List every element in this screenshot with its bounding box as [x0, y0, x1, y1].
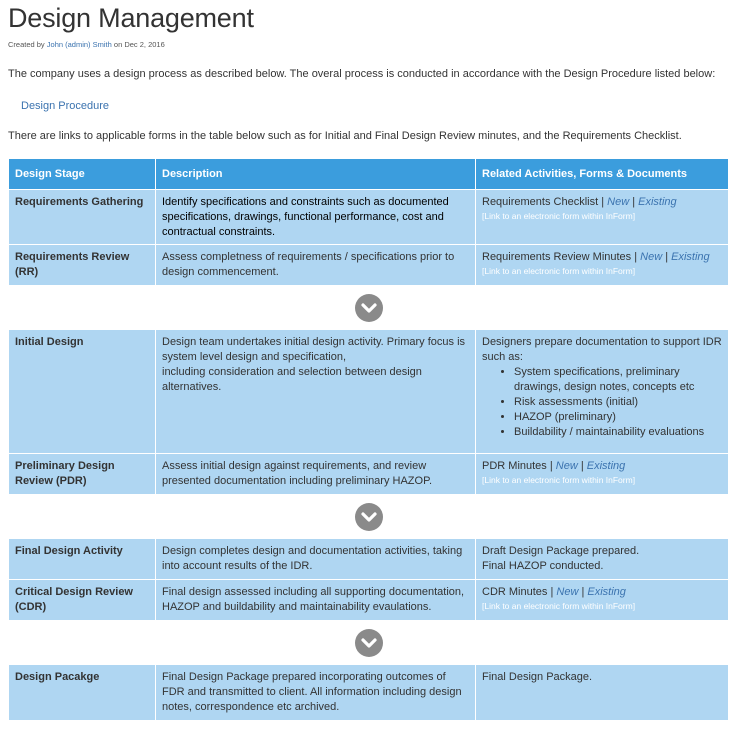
description-cell: Design completes design and documentation activities, taking into account results of the IDR. — [156, 539, 476, 580]
page-meta — [8, 40, 736, 49]
inform-link[interactable]: [Link to an electronic form within InForm] — [482, 266, 636, 276]
inform-link[interactable]: [Link to an electronic form within InForm] — [482, 211, 636, 221]
activity-text: PDR Minutes — [482, 460, 547, 472]
header-description: Description — [156, 159, 476, 190]
existing-link[interactable]: Existing — [638, 196, 677, 208]
table-row — [9, 539, 729, 580]
list-item: • Risk assessments (initial) — [514, 395, 722, 410]
meta-date: on Dec 2, 2016 — [111, 40, 165, 49]
description-cell: Final design assessed including all supporting documentation, HAZOP and buildability and maintainability evaulations. — [156, 580, 476, 621]
links-paragraph: There are links to applicable forms in the table below such as for Initial and Final Design Review minutes, and the Requirements Checklist. — [8, 130, 682, 142]
stage-cell: Preliminary Design Review (PDR) — [9, 454, 156, 495]
new-link[interactable]: New — [640, 251, 663, 263]
page-title: Design Management — [8, 3, 254, 33]
design-procedure-link[interactable]: Design Procedure — [21, 100, 110, 112]
stage-cell: Requirements Review (RR) — [9, 245, 156, 286]
separator: | — [598, 196, 608, 208]
description-cell: Assess initial design against requirements, and review presented documentation including preliminary HAZOP. — [156, 454, 476, 495]
separator: | — [629, 196, 639, 208]
design-process-table — [8, 158, 729, 721]
activity-cell — [476, 330, 729, 454]
separator: | — [547, 586, 557, 598]
activity-text: CDR Minutes — [482, 586, 548, 598]
separator: | — [546, 460, 556, 472]
stage-cell: Initial Design — [9, 330, 156, 454]
separator: | — [631, 251, 641, 263]
existing-link[interactable]: Existing — [587, 586, 626, 598]
list-item: • HAZOP (preliminary) — [514, 410, 722, 425]
table-row — [9, 580, 729, 621]
chevron-down-circle-icon — [355, 294, 383, 322]
activity-text: Requirements Checklist — [482, 196, 599, 208]
meta-prefix: Created by — [8, 40, 47, 49]
arrow-row — [9, 621, 729, 665]
intro-paragraph: The company uses a design process as described below. The overal process is conducted in accordance with the Design Procedure listed below: — [8, 68, 716, 80]
chevron-down-circle-icon — [355, 629, 383, 657]
activity-cell — [476, 190, 729, 245]
description-cell — [156, 330, 476, 454]
description-line: Design team undertakes initial design activity. Primary focus is system level design and specification, — [162, 336, 466, 363]
author-link[interactable]: John (admin) Smith — [46, 40, 112, 49]
list-item: • System specifications, preliminary drawings, design notes, concepts etc — [514, 365, 722, 395]
new-link[interactable]: New — [556, 586, 579, 598]
activity-list — [482, 365, 722, 440]
table-header-row — [9, 159, 729, 190]
stage-cell: Critical Design Review (CDR) — [9, 580, 156, 621]
table-row — [9, 330, 729, 454]
header-design-stage: Design Stage — [9, 159, 156, 190]
table-row — [9, 245, 729, 286]
arrow-row — [9, 286, 729, 330]
stage-cell: Requirements Gathering — [9, 190, 156, 245]
separator: | — [662, 251, 672, 263]
inform-link[interactable]: [Link to an electronic form within InForm] — [482, 475, 636, 485]
existing-link[interactable]: Existing — [586, 460, 626, 472]
new-link[interactable]: New — [555, 460, 578, 472]
separator: | — [577, 460, 587, 472]
existing-link[interactable]: Existing — [671, 251, 710, 263]
activity-intro: Designers prepare documentation to support IDR such as: — [482, 336, 722, 363]
header-related-activities: Related Activities, Forms & Documents — [476, 159, 729, 190]
list-item: • Buildability / maintainability evaluations — [514, 425, 722, 440]
stage-cell: Design Pacakge — [9, 665, 156, 721]
description-line: including consideration and selection between design alternatives. — [162, 366, 422, 393]
activity-cell: Final Design Package. — [476, 665, 729, 721]
activity-line: Final HAZOP conducted. — [482, 560, 604, 572]
table-row — [9, 665, 729, 721]
activity-cell — [476, 245, 729, 286]
new-link[interactable]: New — [607, 196, 630, 208]
activity-cell — [476, 539, 729, 580]
table-row — [9, 190, 729, 245]
description-cell: Assess completness of requirements / specifications prior to design commencement. — [156, 245, 476, 286]
activity-cell — [476, 454, 729, 495]
inform-link[interactable]: [Link to an electronic form within InForm] — [482, 601, 636, 611]
activity-line: Draft Design Package prepared. — [482, 545, 640, 557]
table-row — [9, 454, 729, 495]
activity-text: Requirements Review Minutes — [482, 251, 632, 263]
chevron-down-circle-icon — [355, 503, 383, 531]
description-cell: Final Design Package prepared incorporating outcomes of FDR and transmitted to client. All information including design notes, correspondence etc archived. — [156, 665, 476, 721]
description-cell: Identify specifications and constraints such as documented specifications, drawings, functional performance, cost and contractual constraints. — [156, 190, 476, 245]
activity-cell — [476, 580, 729, 621]
separator: | — [578, 586, 588, 598]
arrow-row — [9, 495, 729, 539]
stage-cell: Final Design Activity — [9, 539, 156, 580]
